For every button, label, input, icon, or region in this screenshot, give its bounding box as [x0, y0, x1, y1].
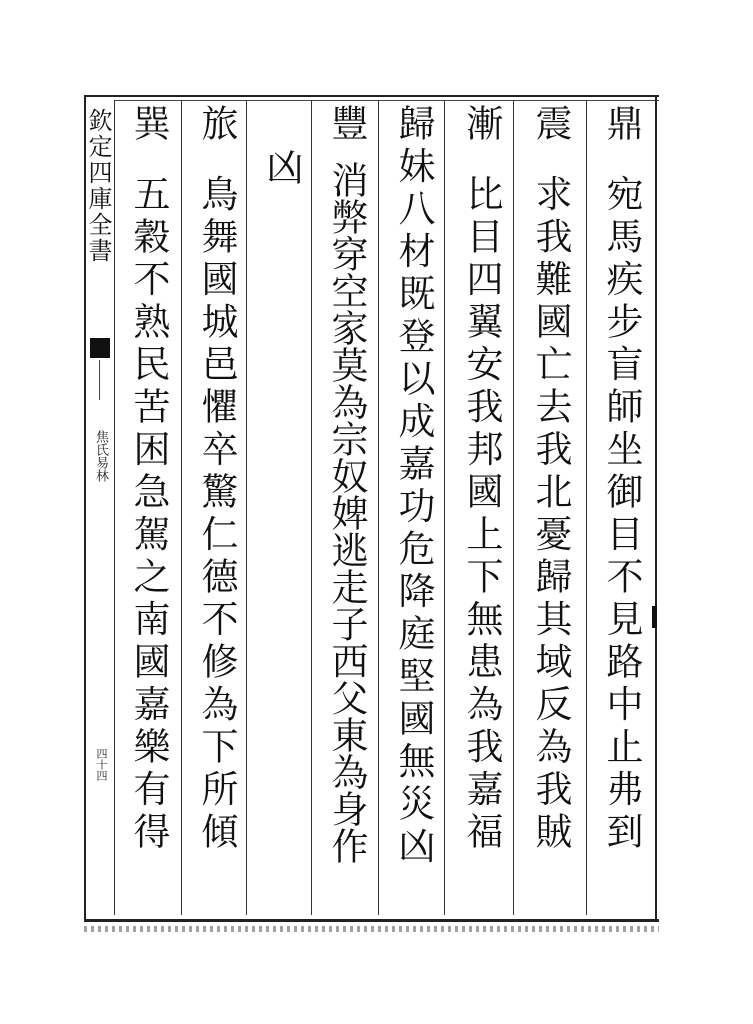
column-divider: [114, 100, 115, 915]
verse-text: 消弊穿空家莫為宗奴婢逃走子西父東為身作: [325, 161, 368, 864]
fishtail-mark-icon: [90, 338, 110, 358]
text-column-ding: [590, 104, 652, 914]
page-number: 四十四: [95, 748, 108, 781]
text-column-guimei: [382, 104, 444, 914]
text-column-zhen: [519, 104, 581, 914]
frame-right-border: [655, 95, 657, 922]
frame-bottom-ornament: [84, 926, 659, 932]
hexagram-name: 漸: [460, 104, 503, 147]
collection-title: 欽定四庫全書: [84, 108, 112, 264]
text-column-lv: [185, 104, 247, 914]
column-divider: [181, 100, 182, 915]
text-column-continuation: [250, 104, 312, 958]
verse-text: 比目四翼安我邦國上下無患為我嘉福: [460, 174, 503, 855]
fishtail-rule: [99, 360, 100, 400]
verse-text: 五穀不熟民苦困急駕之南國嘉樂有得: [127, 174, 170, 855]
book-title: 焦氏易林: [93, 430, 108, 482]
column-divider: [378, 100, 379, 915]
hexagram-name: 豐: [325, 104, 368, 141]
verse-text: 求我難國亡去我北憂歸其域反為我賊: [529, 174, 572, 855]
text-column-feng: [315, 104, 377, 914]
frame-right-tick-mark: [652, 606, 657, 628]
hexagram-name: 鼎: [600, 104, 643, 147]
text-column-jian: [450, 104, 512, 914]
hexagram-name: 旅: [195, 104, 238, 147]
hexagram-name: 巽: [127, 104, 170, 147]
verse-text: 宛馬疾步盲師坐御目不見路中止弗到: [600, 174, 643, 855]
column-divider: [586, 100, 587, 915]
frame-top-border: [84, 95, 659, 97]
column-divider: [444, 100, 445, 915]
verse-text: 八材既登以成嘉功危降庭堅國無災凶: [392, 189, 435, 869]
text-column-xun: [117, 104, 179, 914]
column-divider: [513, 100, 514, 915]
frame-top-inner-border: [114, 100, 659, 101]
verse-text-continued: 凶: [260, 148, 303, 191]
frame-bottom-border: [84, 919, 659, 922]
hexagram-name: 歸妹: [392, 104, 435, 189]
hexagram-name: 震: [529, 104, 572, 147]
page-margin-strip: [86, 100, 114, 915]
verse-text: 鳥舞國城邑懼卒驚仁德不修為下所傾: [195, 174, 238, 855]
